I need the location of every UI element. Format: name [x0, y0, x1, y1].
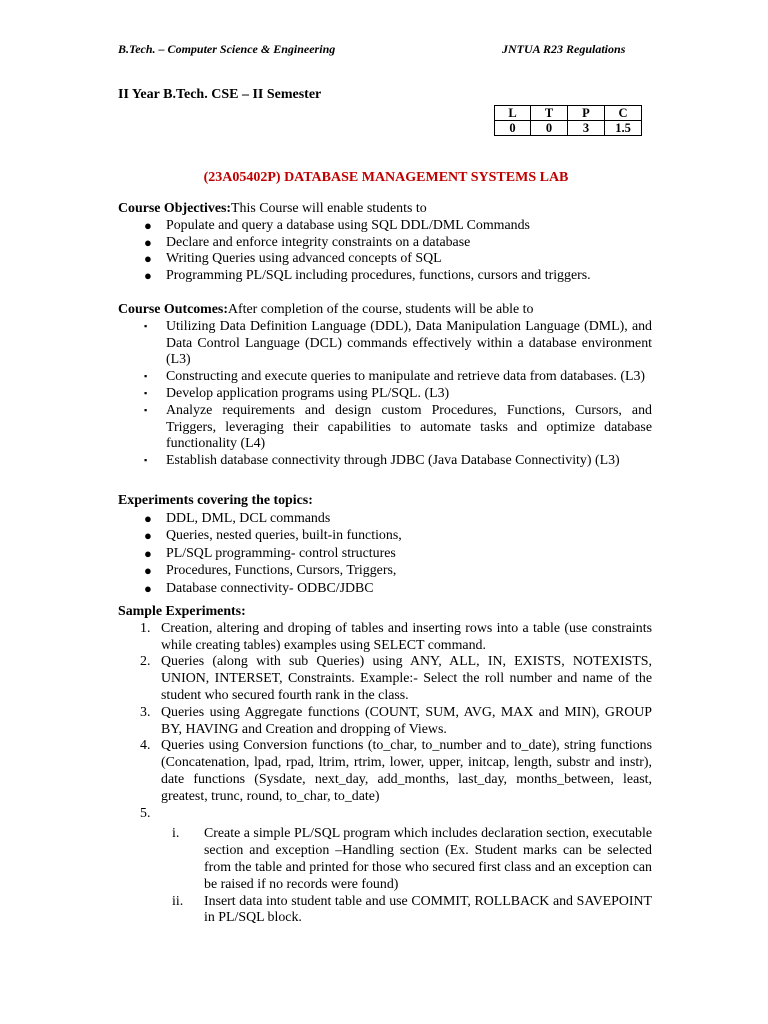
bullet-icon: ● [144, 528, 152, 544]
objective-text: Programming PL/SQL including procedures, functions, cursors and triggers. [166, 268, 591, 284]
topic-text: Database connectivity- ODBC/JDBC [166, 580, 374, 596]
list-item [118, 654, 652, 704]
list-item [118, 806, 652, 823]
topic-text: Queries, nested queries, built-in functions, [166, 528, 402, 544]
experiment-number: 1. [140, 620, 151, 636]
bullet-icon: ● [144, 234, 152, 250]
outcomes-heading: Course Outcomes: [118, 302, 228, 317]
experiment-text: Queries (along with sub Queries) using ANY, ALL, IN, EXISTS, NOTEXISTS, UNION, INTERSET, Constraints. Example:- Select the roll number and name of the student who secured fourth rank in the class. [161, 654, 652, 703]
topic-text: DDL, DML, DCL commands [166, 510, 331, 526]
list-item [118, 894, 652, 928]
bullet-icon: ● [144, 580, 152, 596]
bullet-icon: ● [144, 251, 152, 267]
bullet-icon: ▪ [144, 387, 148, 398]
outcome-text: Constructing and execute queries to manipulate and retrieve data from databases. (L3) [166, 369, 646, 385]
objective-text: Writing Queries using advanced concepts of SQL [166, 251, 442, 267]
outcomes-section [118, 302, 652, 470]
bullet-icon: ▪ [144, 404, 148, 415]
list-item [118, 235, 652, 252]
outcomes-list [118, 319, 652, 470]
ltpc-header-p: P [568, 106, 605, 121]
experiments-heading-line [118, 604, 652, 621]
ltpc-header-row [495, 106, 642, 121]
objectives-intro: This Course will enable students to [231, 201, 427, 216]
bullet-icon: ● [144, 563, 152, 579]
bullet-icon: ● [144, 268, 152, 284]
ltpc-value-c: 1.5 [605, 121, 642, 136]
objectives-section [118, 201, 652, 285]
experiment-number: 4. [140, 738, 151, 754]
topics-section [118, 492, 652, 598]
experiment-text: Creation, altering and droping of tables and inserting rows into a table (use constraints while creating tables) examples using SELECT command. [161, 620, 652, 653]
experiment-5-sublist [118, 826, 652, 927]
ltpc-value-p: 3 [568, 121, 605, 136]
bullet-icon: ● [144, 545, 152, 561]
experiment-number: 5. [140, 805, 151, 821]
topics-heading-line [118, 492, 652, 510]
experiments-section [118, 604, 652, 927]
topics-heading: Experiments covering the topics: [118, 493, 313, 508]
sub-experiment-text: Insert data into student table and use COMMIT, ROLLBACK and SAVEPOINT in PL/SQL block. [204, 893, 652, 926]
list-item [118, 268, 652, 285]
list-item [118, 738, 652, 805]
year-semester: II Year B.Tech. CSE – II Semester [118, 87, 322, 102]
experiment-text: Queries using Conversion functions (to_char, to_number and to_date), string functions (Concatenation, lpad, rpad, ltrim, rtrim, lower, upper, initcap, length, substr and instr), date functions (Sysdate, next_day, add_months, last_day, months_between, least, greatest, trunc, round, to_char, to_date) [161, 738, 652, 804]
sub-experiment-number: ii. [172, 893, 184, 909]
topic-text: Procedures, Functions, Cursors, Triggers, [166, 563, 397, 579]
experiment-text: Queries using Aggregate functions (COUNT, SUM, AVG, MAX and MIN), GROUP BY, HAVING and Creation and dropping of Views. [161, 704, 652, 737]
outcome-text: Establish database connectivity through JDBC (Java Database Connectivity) (L3) [166, 453, 620, 469]
list-item [118, 705, 652, 739]
list-item [118, 251, 652, 268]
topic-text: PL/SQL programming- control structures [166, 545, 396, 561]
list-item [118, 369, 652, 386]
experiments-list [118, 621, 652, 823]
header-program: B.Tech. – Computer Science & Engineering [118, 42, 336, 56]
objectives-list [118, 218, 652, 285]
objectives-heading-line [118, 201, 652, 218]
outcome-text: Analyze requirements and design custom Procedures, Functions, Cursors, and Triggers, leveraging their capabilities to automate tasks and optimize database functionality (L4) [166, 402, 652, 452]
list-item [118, 826, 652, 893]
ltpc-header-c: C [605, 106, 642, 121]
list-item [118, 319, 652, 369]
list-item [118, 218, 652, 235]
experiments-heading: Sample Experiments: [118, 604, 246, 619]
objective-text: Declare and enforce integrity constraints on a database [166, 234, 471, 250]
header-regulations: JNTUA R23 Regulations [502, 42, 626, 56]
course-title-text: (23A05402P) DATABASE MANAGEMENT SYSTEMS LAB [203, 170, 569, 185]
experiment-number: 2. [140, 654, 151, 670]
ltpc-header-l: L [495, 106, 531, 121]
ltpc-value-row [495, 121, 642, 136]
list-item [118, 453, 652, 470]
list-item [118, 621, 652, 655]
course-title [0, 170, 768, 186]
list-item [118, 386, 652, 403]
topics-list [118, 510, 652, 598]
outcome-text: Develop application programs using PL/SQL. (L3) [166, 385, 450, 401]
outcome-text: Utilizing Data Definition Language (DDL), Data Manipulation Language (DML), and Data Control Language (DCL) commands effectively within a database environment (L3) [166, 318, 652, 368]
sub-experiment-number: i. [172, 826, 180, 842]
ltpc-header-t: T [531, 106, 568, 121]
bullet-icon: ▪ [144, 455, 148, 466]
objectives-heading: Course Objectives: [118, 201, 232, 216]
bullet-icon: ● [144, 510, 152, 526]
outcomes-heading-line [118, 302, 652, 319]
list-item [118, 527, 652, 545]
list-item [118, 510, 652, 528]
list-item [118, 562, 652, 580]
list-item [118, 580, 652, 598]
bullet-icon: ▪ [144, 371, 148, 382]
outcomes-intro: After completion of the course, students will be able to [227, 302, 534, 317]
list-item [118, 545, 652, 563]
objective-text: Populate and query a database using SQL DDL/DML Commands [166, 217, 530, 233]
experiment-number: 3. [140, 704, 151, 720]
ltpc-table [494, 105, 642, 136]
bullet-icon: ● [144, 217, 152, 233]
ltpc-value-t: 0 [531, 121, 568, 136]
list-item [118, 403, 652, 453]
ltpc-value-l: 0 [495, 121, 531, 136]
bullet-icon: ▪ [144, 320, 148, 331]
sub-experiment-text: Create a simple PL/SQL program which includes declaration section, executable section and exception –Handling section (Ex. Student marks can be selected from the table and printed for those who secured first class and an exception can be raised if no records were found) [204, 826, 652, 892]
